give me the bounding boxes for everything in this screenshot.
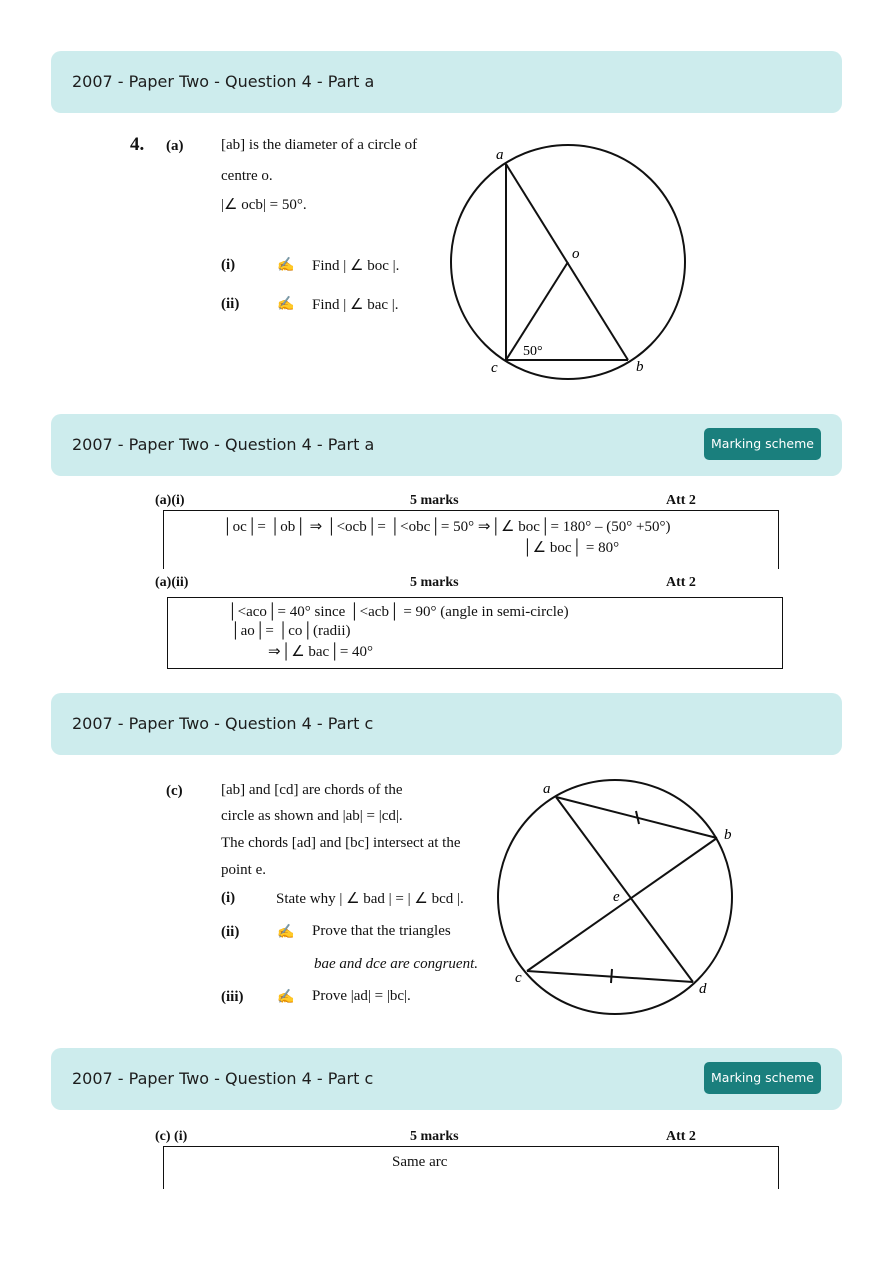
subpart-text: Find | ∠ boc |. — [312, 258, 400, 274]
question-text-line: circle as shown and |ab| = |cd|. — [221, 808, 403, 824]
subpart-text: Prove |ad| = |bc|. — [312, 988, 411, 1004]
chord-bc — [527, 838, 717, 971]
circle-diagram-c — [490, 776, 750, 1026]
question-text-line: [ab] is the diameter of a circle of — [221, 137, 418, 153]
subpart-text: bae and dce are congruent. — [314, 956, 478, 972]
section-header — [51, 693, 842, 755]
subpart-label: (ii) — [221, 296, 240, 312]
chord-ad — [556, 797, 693, 982]
ms-marks: 5 marks — [410, 1129, 459, 1144]
question-text-line: [ab] and [cd] are chords of the — [221, 782, 403, 798]
question-text-line: centre o. — [221, 168, 273, 184]
subpart-label: (iii) — [221, 989, 244, 1005]
point-label-c: c — [515, 970, 522, 986]
ms-answer-box — [163, 1146, 779, 1189]
pencil-icon: ✍ — [277, 925, 295, 940]
equal-tick-mark — [611, 969, 612, 983]
ms-part-heading: (c) (i) — [155, 1129, 188, 1144]
section-title: 2007 - Paper Two - Question 4 - Part c — [72, 1069, 374, 1088]
ms-answer-line: │<aco│= 40° since │<acb│ = 90° (angle in semi-circle) — [227, 604, 569, 620]
ms-answer-line: │∠ boc│ = 80° — [522, 540, 620, 556]
point-label-a: a — [496, 147, 504, 163]
marking-scheme-button[interactable]: Marking scheme — [704, 1062, 821, 1094]
ms-marks: 5 marks — [410, 575, 459, 590]
subpart-text: State why | ∠ bad | = | ∠ bcd |. — [276, 891, 464, 907]
question-number: 4. — [130, 134, 145, 155]
subpart-text: Prove that the triangles — [312, 923, 451, 939]
ms-part-heading: (a)(ii) — [155, 575, 189, 590]
point-label-o: o — [572, 246, 580, 262]
point-label-e: e — [613, 889, 620, 905]
ms-attempt: Att 2 — [666, 1129, 696, 1144]
question-text-line: |∠ ocb| = 50°. — [221, 197, 307, 213]
question-text-line: point e. — [221, 862, 266, 878]
section-title: 2007 - Paper Two - Question 4 - Part a — [72, 435, 375, 454]
question-text-line: The chords [ad] and [bc] intersect at the — [221, 835, 461, 851]
point-label-b: b — [724, 827, 732, 843]
ms-attempt: Att 2 — [666, 493, 696, 508]
point-label-a: a — [543, 781, 551, 797]
section-title: 2007 - Paper Two - Question 4 - Part c — [72, 714, 374, 733]
point-label-b: b — [636, 359, 644, 375]
ms-part-heading: (a)(i) — [155, 493, 185, 508]
subpart-label: (i) — [221, 890, 236, 906]
subpart-text: Find | ∠ bac |. — [312, 297, 399, 313]
part-label: (c) — [166, 783, 183, 799]
point-label-d: d — [699, 981, 707, 997]
ms-answer-line: ⇒│∠ bac│= 40° — [268, 644, 374, 660]
pencil-icon: ✍ — [277, 297, 295, 312]
section-header — [51, 1048, 842, 1110]
pencil-icon: ✍ — [277, 258, 295, 273]
circle-diagram-a — [440, 136, 700, 386]
section-header — [51, 414, 842, 476]
subpart-label: (ii) — [221, 924, 240, 940]
ms-answer-line: Same arc — [392, 1154, 448, 1170]
part-label: (a) — [166, 138, 184, 154]
marking-scheme-button[interactable]: Marking scheme — [704, 428, 821, 460]
ms-answer-line: │oc│= │ob│ ⇒ │<ocb│= │<obc│= 50° ⇒│∠ boc│= 180° – (50° +50°) — [222, 519, 671, 535]
subpart-label: (i) — [221, 257, 236, 273]
ms-marks: 5 marks — [410, 493, 459, 508]
section-title: 2007 - Paper Two - Question 4 - Part a — [72, 72, 375, 91]
point-label-c: c — [491, 360, 498, 376]
angle-label: 50° — [523, 344, 543, 359]
pencil-icon: ✍ — [277, 990, 295, 1005]
chord-cd — [527, 971, 693, 982]
ms-answer-line: │ao│= │co│(radii) — [230, 623, 351, 639]
section-header — [51, 51, 842, 113]
ms-attempt: Att 2 — [666, 575, 696, 590]
